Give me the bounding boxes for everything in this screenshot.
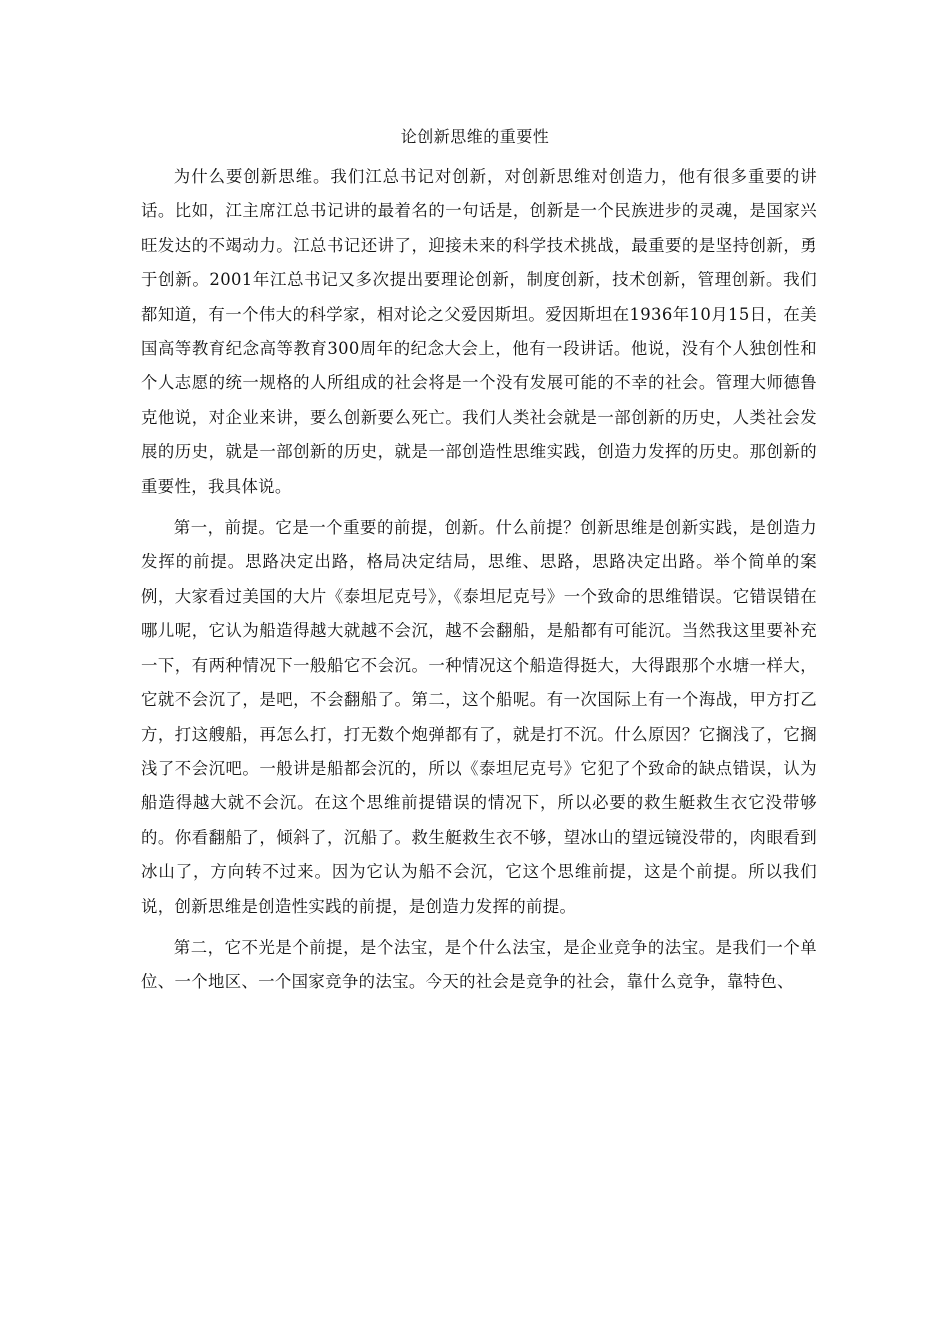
paragraph-first-premise: 第一，前提。它是一个重要的前提，创新。什么前提？创新思维是创新实践，是创造力发挥的前提。思路决定出路，格局决定结局，思维、思路，思路决定出路。举个简单的案例，大家看过美国的大片《泰坦尼克号》，《泰坦尼克号》一个致命的思维错误。它错误错在哪儿呢，它认为船造得越大就越不会沉，越不会翻船，是船都有可能沉。当然我这里要补充一下，有两种情况下一般船它不会沉。一种情况这个船造得挺大，大得跟那个水塘一样大，它就不会沉了，是吧，不会翻船了。第二，这个船呢。有一次国际上有一个海战，甲方打乙方，打这艘船，再怎么打，打无数个炮弹都有了，就是打不沉。什么原因？它搁浅了，它搁浅了不会沉吧。一般讲是船都会沉的，所以《泰坦尼克号》它犯了个致命的缺点错误，认为船造得越大就不会沉。在这个思维前提错误的情况下，所以必要的救生艇救生衣它没带够的。你看翻船了，倾斜了，沉船了。救生艇救生衣不够，望冰山的望远镜没带的，肉眼看到冰山了，方向转不过来。因为它认为船不会沉，它这个思维前提，这是个前提。所以我们说，创新思维是创造性实践的前提，是创造力发挥的前提。 [141,518,817,916]
paragraph-why-innovation: 为什么要创新思维。我们江总书记对创新，对创新思维对创造力，他有很多重要的讲话。比如，江主席江总书记讲的最着名的一句话是，创新是一个民族进步的灵魂，是国家兴旺发达的不竭动力。江总书记还讲了，迎接未来的科学技术挑战，最重要的是坚持创新，勇于创新。2001年江总书记又多次提出要理论创新，制度创新，技术创新，管理创新。我们都知道，有一个伟大的科学家，相对论之父爱因斯坦。爱因斯坦在1936年10月15日，在美国高等教育纪念高等教育300周年的纪念大会上，他有一段讲话。他说，没有个人独创性和个人志愿的统一规格的人所组成的社会将是一个没有发展可能的不幸的社会。管理大师德鲁克他说，对企业来讲，要么创新要么死亡。我们人类社会就是一部创新的历史，人类社会发展的历史，就是一部创新的历史，就是一部创造性思维实践，创造力发挥的历史。那创新的重要性，我具体说。 [141,167,817,496]
document-body [141,160,817,1005]
paragraph-second-magic-weapon: 第二，它不光是个前提，是个法宝，是个什么法宝，是企业竞争的法宝。是我们一个单位、一个地区、一个国家竞争的法宝。今天的社会是竞争的社会，靠什么竞争，靠特色、 [141,937,817,992]
document-title: 论创新思维的重要性 [400,127,550,146]
